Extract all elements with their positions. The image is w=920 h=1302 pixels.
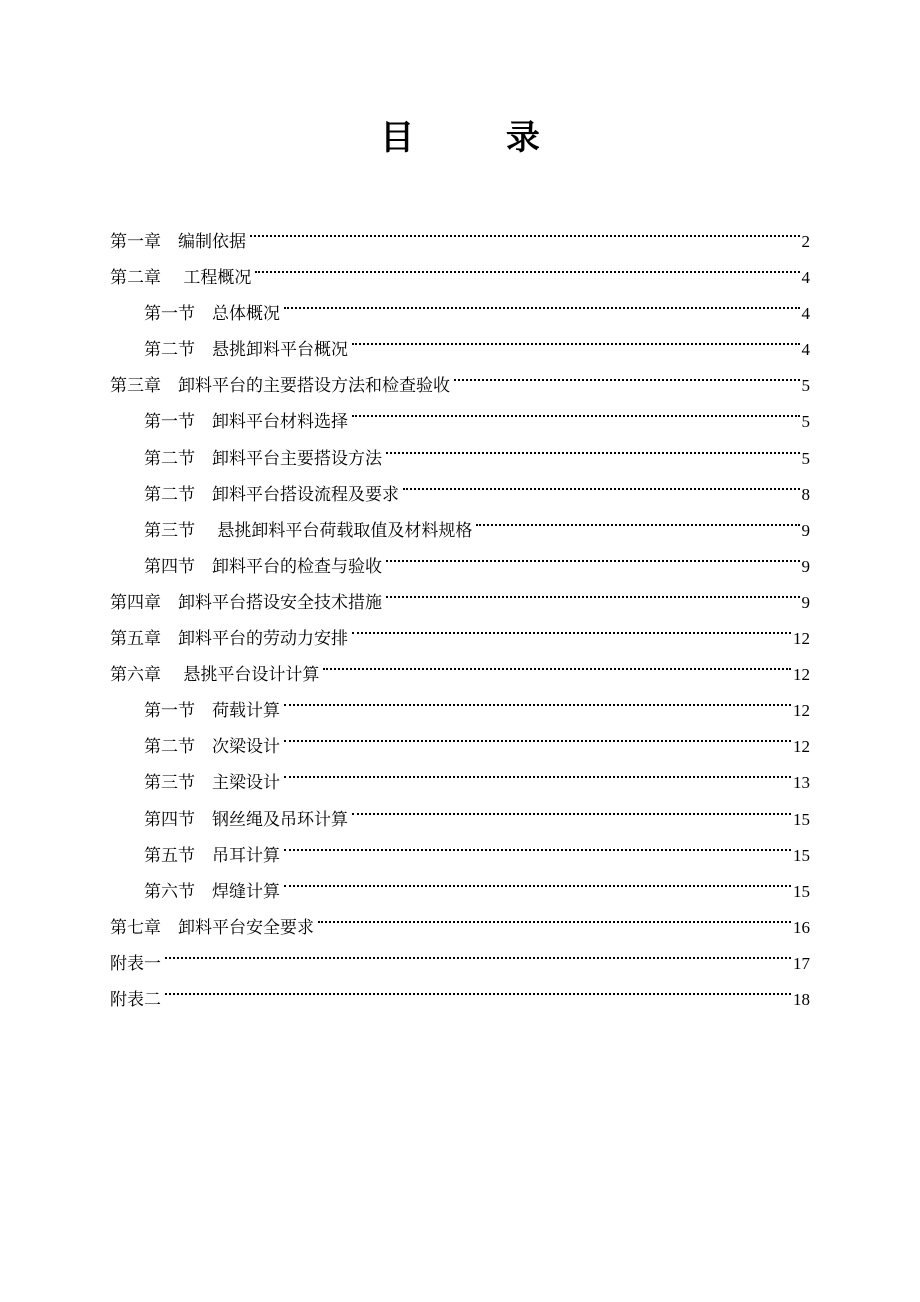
toc-dot-leader: [318, 897, 791, 933]
toc-entry-gap: [161, 224, 178, 260]
toc-entry-gap: [195, 838, 212, 874]
toc-dot-leader: [255, 247, 799, 283]
toc-dot-leader: [352, 391, 800, 427]
toc-entry-gap: [195, 332, 212, 368]
toc-dot-leader: [165, 969, 791, 1005]
toc-entry-gap: [161, 368, 178, 404]
toc-entry-title: 总体概况: [212, 304, 280, 325]
page-title: 目 录: [380, 118, 580, 158]
toc-entry-number: 第二节: [144, 737, 195, 758]
toc-dot-leader: [476, 500, 799, 536]
toc-entry-gap: [161, 621, 178, 657]
toc-dot-leader: [284, 680, 791, 716]
toc-dot-leader: [284, 752, 791, 788]
toc-dot-leader: [352, 319, 800, 355]
toc-entry-gap: [195, 693, 212, 729]
toc-dot-leader: [403, 464, 800, 500]
toc-dot-leader: [386, 428, 800, 464]
toc-dot-leader: [454, 355, 800, 391]
toc-entry-title: 卸料平台的劳动力安排: [178, 629, 348, 650]
toc-entry-title: 悬挑卸料平台荷载取值及材料规格: [217, 520, 473, 541]
toc-dot-leader: [386, 572, 800, 608]
toc-entry-title: 焊缝计算: [212, 881, 280, 902]
toc-entry-gap: [195, 477, 212, 513]
toc-entry[interactable]: [110, 211, 810, 252]
toc-dot-leader: [352, 789, 791, 825]
toc-entry-page-number: 12: [793, 737, 810, 757]
toc-entry-gap: [195, 874, 212, 910]
toc-dot-leader: [284, 861, 791, 897]
toc-entry-title: 悬挑平台设计计算: [183, 665, 320, 686]
toc-entry-gap: [195, 549, 212, 585]
toc-entry-number: 第二节: [144, 448, 195, 469]
toc-entry-title: 卸料平台搭设安全技术措施: [178, 592, 382, 613]
toc-entry-page-number: 18: [793, 989, 810, 1009]
toc-entry-gap: [195, 404, 212, 440]
toc-dot-leader: [165, 933, 791, 969]
toc-dot-leader: [250, 211, 800, 247]
toc-entry-number: 附表一: [110, 953, 161, 974]
toc-entry-title: 卸料平台安全要求: [178, 917, 314, 938]
toc-entry-page-number: 4: [801, 340, 810, 360]
toc-entry-title: 主梁设计: [212, 773, 280, 794]
toc-entry-page-number: 15: [793, 845, 810, 865]
toc-entry-title: 卸料平台主要搭设方法: [212, 448, 382, 469]
toc-entry-number: 第三节: [144, 773, 195, 794]
toc-entry-gap: [195, 513, 217, 549]
toc-dot-leader: [352, 608, 791, 644]
toc-dot-leader: [284, 716, 791, 752]
toc-entry-title: 编制依据: [178, 232, 246, 252]
toc-entry[interactable]: [110, 933, 810, 974]
toc-entry-title: 钢丝绳及吊环计算: [212, 809, 348, 830]
toc-entry-number: 第五节: [144, 845, 195, 866]
toc-entry-gap: [161, 657, 183, 693]
toc-entry-gap: [161, 585, 178, 621]
toc-entry-title: 卸料平台材料选择: [212, 412, 348, 433]
toc-entry[interactable]: [110, 969, 810, 1010]
toc-entry-number: 第六章: [110, 665, 161, 686]
toc-entry-page-number: 9: [801, 592, 810, 612]
toc-entry-page-number: 12: [793, 629, 810, 649]
toc-entry-gap: [195, 729, 212, 765]
toc-entry-number: 第七章: [110, 917, 161, 938]
toc-entry-page-number: 4: [801, 304, 810, 324]
toc-entry-page-number: 2: [801, 232, 810, 251]
toc-dot-leader: [323, 644, 791, 680]
toc-entry-page-number: 4: [801, 268, 810, 288]
toc-entry-number: 附表二: [110, 989, 161, 1010]
toc-entry-number: 第一章: [110, 232, 161, 252]
toc-dot-leader: [386, 536, 800, 572]
toc-entry-number: 第五章: [110, 629, 161, 650]
toc-dot-leader: [284, 283, 800, 319]
toc-entry-page-number: 12: [793, 665, 810, 685]
toc-entry-gap: [195, 296, 212, 332]
toc-entry-page-number: 8: [801, 484, 810, 504]
toc-entry-title: 工程概况: [183, 268, 252, 289]
toc-entry-number: 第一节: [144, 304, 195, 325]
toc-entry-gap: [195, 765, 212, 801]
toc-entry-page-number: 12: [793, 701, 810, 721]
toc-entry-title: 卸料平台搭设流程及要求: [212, 484, 399, 505]
toc-entry-title: 吊耳计算: [212, 845, 280, 866]
toc-entry-number: 第二节: [144, 340, 195, 361]
table-of-contents: [110, 211, 810, 1010]
toc-entry-title: 悬挑卸料平台概况: [212, 340, 348, 361]
toc-entry-page-number: 5: [801, 412, 810, 432]
toc-entry-page-number: 5: [801, 376, 810, 396]
toc-entry-number: 第一节: [144, 701, 195, 722]
toc-entry-number: 第一节: [144, 412, 195, 433]
toc-entry-page-number: 17: [793, 953, 810, 973]
toc-entry-title: 卸料平台的主要搭设方法和检查验收: [178, 376, 450, 397]
toc-entry-number: 第四章: [110, 592, 161, 613]
toc-entry-page-number: 5: [801, 448, 810, 468]
toc-entry-page-number: 9: [801, 556, 810, 576]
toc-entry-number: 第四节: [144, 809, 195, 830]
toc-entry-title: 次梁设计: [212, 737, 280, 758]
toc-entry-title: 荷载计算: [212, 701, 280, 722]
toc-entry-page-number: 15: [793, 881, 810, 901]
toc-entry-number: 第三节: [144, 520, 195, 541]
toc-entry-number: 第四节: [144, 556, 195, 577]
toc-entry-number: 第二节: [144, 484, 195, 505]
toc-entry-number: 第三章: [110, 376, 161, 397]
toc-entry-page-number: 9: [801, 520, 810, 540]
toc-entry-page-number: 16: [793, 917, 810, 937]
toc-entry-page-number: 15: [793, 809, 810, 829]
toc-entry-gap: [195, 802, 212, 838]
toc-entry-gap: [195, 441, 212, 477]
toc-entry-gap: [161, 260, 183, 296]
toc-dot-leader: [284, 825, 791, 861]
toc-entry-page-number: 13: [793, 773, 810, 793]
toc-entry-title: 卸料平台的检查与验收: [212, 556, 382, 577]
toc-entry-number: 第六节: [144, 881, 195, 902]
toc-entry-number: 第二章: [110, 268, 161, 289]
